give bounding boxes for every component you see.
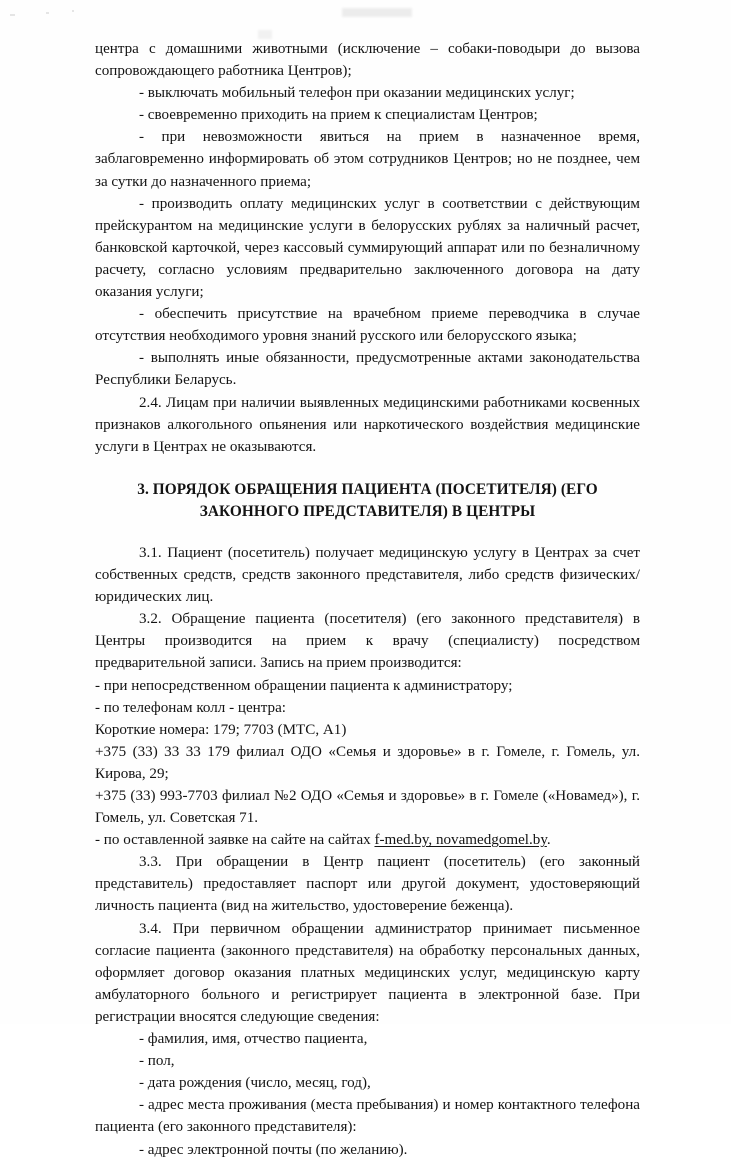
spacer-after-heading [95,523,640,542]
scan-ghost-artifact [342,8,412,17]
page-title [95,479,640,523]
registration-field-gender: - пол, [139,1053,175,1070]
document-body [95,38,640,1161]
booking-method-call-center: - по телефонам колл - центра: [95,699,286,716]
registration-field-birth-date: - дата рождения (число, месяц, год), [139,1075,371,1092]
dash-item-arrive-on-time: - своевременно приходить на прием к специалистам Центров; [139,107,538,124]
scan-speckle [72,10,74,12]
clause-2-4: 2.4. Лицам при наличии выявленных медицинскими работниками косвенных признаков алкогольного опьянения или наркотического воздействия медицинские услуги в Центрах не оказываются. [95,394,640,455]
website-line-suffix: . [546,832,551,849]
dash-item-payment: - производить оплату медицинских услуг в соответствии с действующим прейскурантом на медицинские услуги в белорусских рублях за наличный расчет, банковской карточкой, через кассовый суммирующий аппарат или по безналичному расчету, согласно условиям предварительно заключенного договора на дату оказания услуги; [95,195,640,301]
phone-branch-2: +375 (33) 993-7703 филиал №2 ОДО «Семья и здоровье» в г. Гомеле («Новамед»), г. Гомель, ул. Советская 71. [95,788,640,827]
short-phone-numbers: Короткие номера: 179; 7703 (МТС, А1) [95,721,347,738]
clause-3-1: 3.1. Пациент (посетитель) получает медицинскую услугу в Центрах за счет собственных средств, средств законного представителя, либо средств физических/юридических лиц. [95,544,640,606]
dash-item-other-duties: - выполнять иные обязанности, предусмотренные актами законодательства Республики Беларусь. [95,350,640,389]
spacer-before-heading [95,458,640,479]
section-heading-line-2: ЗАКОННОГО ПРЕДСТАВИТЕЛЯ) В ЦЕНТРЫ [199,502,536,520]
clause-3-2: 3.2. Обращение пациента (посетителя) (его законного представителя) в Центры производится на прием к врачу (специалисту) посредством предварительной записи. Запись на прием производится: [95,611,640,672]
registration-field-full-name: - фамилия, имя, отчество пациента, [139,1031,368,1048]
dash-item-mobile-phone: - выключать мобильный телефон при оказании медицинских услуг; [139,85,575,102]
section-heading-line-1: 3. ПОРЯДОК ОБРАЩЕНИЯ ПАЦИЕНТА (ПОСЕТИТЕЛЯ) (ЕГО [137,480,598,498]
scan-speckle [46,12,49,14]
registration-field-address-and-phone: - адрес места проживания (места пребывания) и номер контактного телефона пациента (его законного представителя): [95,1097,640,1136]
paragraph-continuation-top: центра с домашними животными (исключение – собаки-поводыри до вызова сопровождающего работника Центров); [95,41,640,80]
dash-item-translator: - обеспечить присутствие на врачебном приеме переводчика в случае отсутствия необходимого уровня знаний русского или белорусского языка; [95,306,640,345]
clause-3-3: 3.3. При обращении в Центр пациент (посетитель) (его законный представитель) предоставляет паспорт или другой документ, удостоверяющий личность пациента (вид на жительство, удостоверение беженца). [95,854,640,915]
dash-item-cannot-attend: - при невозможности явиться на прием в назначенное время, заблаговременно информировать об этом сотрудников Центров; но не позднее, чем за сутки до назначенного приема; [95,129,640,190]
registration-field-email: - адрес электронной почты (по желанию). [139,1141,408,1158]
phone-branch-1: +375 (33) 33 33 179 филиал ОДО «Семья и здоровье» в г. Гомеле, г. Гомель, ул. Кирова, 29; [95,743,640,782]
website-links[interactable]: f-med.by, novamedgomel.by [374,832,547,849]
website-line-prefix: - по оставленной заявке на сайте на сайтах [95,832,375,849]
scan-speckle [10,14,15,16]
clause-3-4: 3.4. При первичном обращении администратор принимает письменное согласие пациента (законного представителя) на обработку персональных данных, оформляет договор оказания платных медицинских услуг, медицинскую карту амбулаторного больного и регистрирует пациента в электронной базе. При регистрации вносятся следующие сведения: [95,920,640,1025]
website-booking-line [95,829,640,851]
booking-method-in-person: - при непосредственном обращении пациента к администратору; [95,677,513,694]
